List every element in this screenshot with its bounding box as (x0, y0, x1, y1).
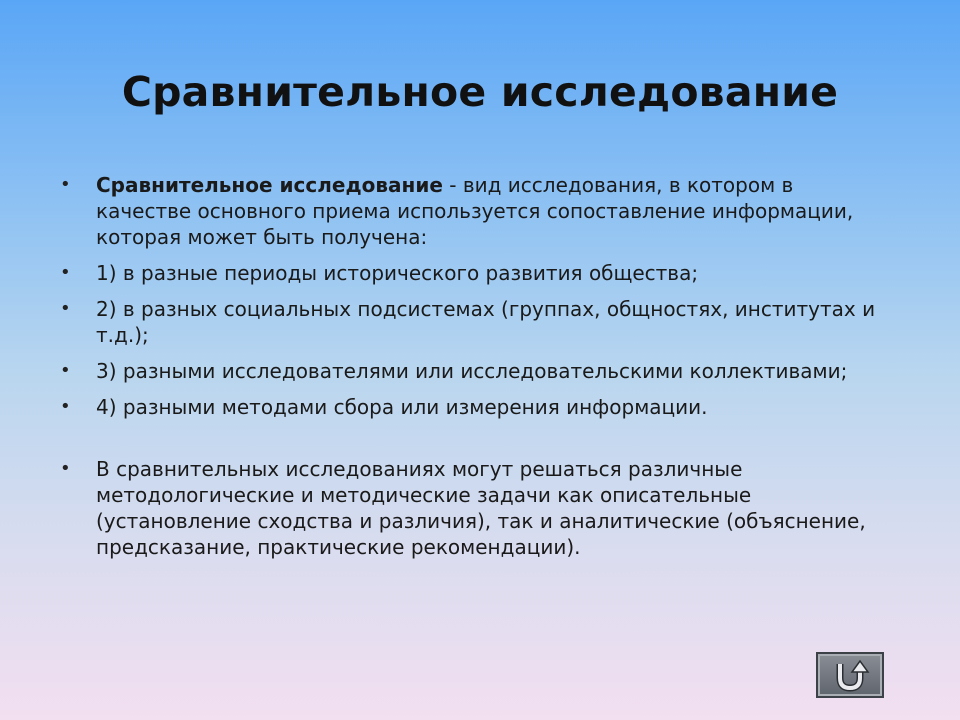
u-turn-return-icon (830, 658, 870, 692)
bullet-marker: • (60, 458, 71, 479)
bullet-marker: • (60, 360, 71, 381)
bullet-term: Сравнительное исследование (96, 173, 443, 197)
bullet-text: 4) разными методами сбора или измерения информации. (96, 395, 708, 419)
bullet-item-1 (60, 260, 880, 286)
bullet-text: 1) в разные периоды исторического развития общества; (96, 261, 699, 285)
bullet-marker: • (60, 174, 71, 195)
slide-title: Сравнительное исследование (121, 68, 839, 116)
bullet-item-2 (60, 296, 880, 348)
back-button[interactable] (816, 652, 884, 698)
bullet-text: 2) в разных социальных подсистемах (группах, общностях, институтах и т.д.); (96, 297, 876, 347)
bullet-definition (60, 172, 880, 250)
bullet-text: В сравнительных исследованиях могут решаться различные методологические и методические задачи как описательные (установление сходства и различия), так и аналитические (объяснение, предсказание, практические рекомендации). (96, 457, 866, 559)
bullet-text: 3) разными исследователями или исследовательскими коллективами; (96, 359, 848, 383)
bullet-marker: • (60, 396, 71, 417)
bullet-summary (60, 456, 880, 560)
bullet-item-4 (60, 394, 880, 420)
bullet-text: - вид исследования, в котором в качестве основного приема используется сопоставление информации, которая может быть получена: (96, 173, 854, 249)
bullet-marker: • (60, 298, 71, 319)
bullet-marker: • (60, 262, 71, 283)
bullet-list (60, 172, 880, 570)
bullet-item-3 (60, 358, 880, 384)
